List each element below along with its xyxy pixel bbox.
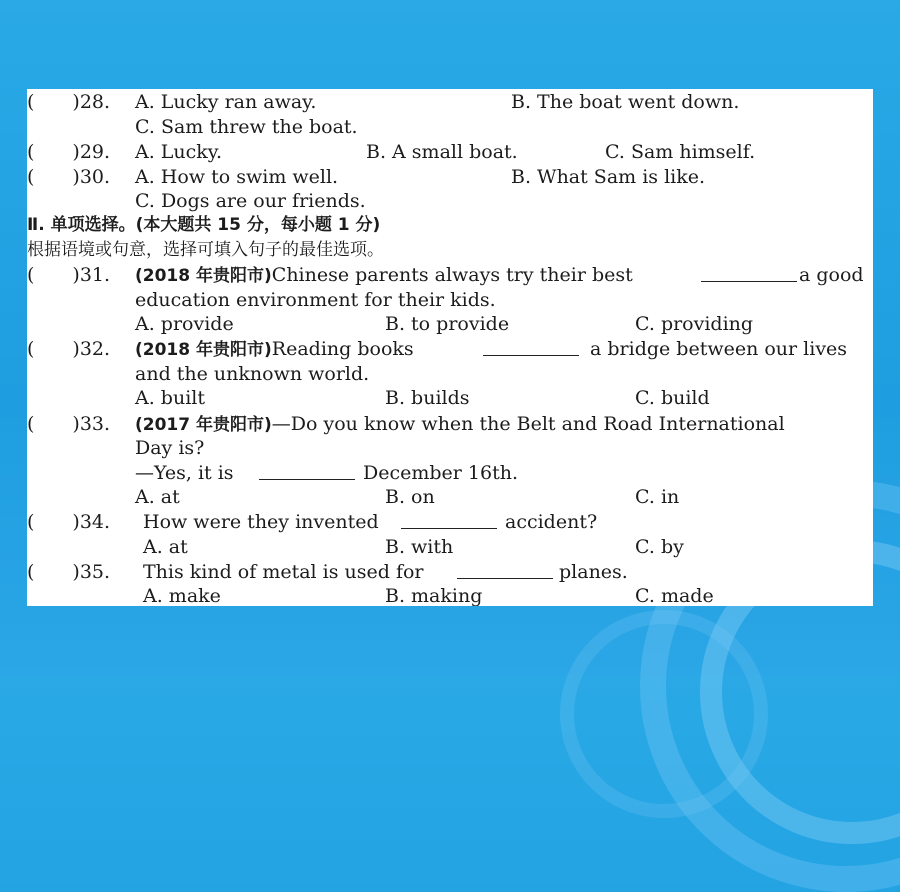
option-c: C. by [635,536,684,558]
answer-blank [457,560,553,579]
question-number: ( )28. [27,91,111,113]
answer-blank [701,263,797,282]
question-31 [27,263,873,288]
option-b: B. builds [385,387,470,409]
question-stem: —Do you know when the Belt and Road International [271,413,785,435]
option-a: A. built [135,387,205,409]
section-heading: Ⅱ. 单项选择。(本大题共 15 分，每小题 1 分) [27,215,381,235]
option-b: B. with [385,536,454,558]
option-a: A. Lucky. [135,141,223,163]
option-c: C. in [635,486,680,508]
question-number: ( )34. [27,511,111,533]
option-a: A. at [135,486,180,508]
option-c: C. build [635,387,710,409]
option-b: B. to provide [385,313,510,335]
question-33 [27,412,873,437]
option-c: C. made [635,585,714,606]
question-number: ( )32. [27,338,111,360]
option-b: B. A small boat. [366,141,518,163]
option-a: A. Lucky ran away. [135,91,317,113]
question-stem: and the unknown world. [135,363,370,385]
question-number: ( )35. [27,561,111,583]
option-b: B. making [385,585,483,606]
question-source: (2018 年贵阳市) [135,340,272,360]
question-stem: a bridge between our lives [590,338,848,360]
answer-blank [483,337,579,356]
option-b: B. What Sam is like. [511,166,706,188]
worksheet-page [27,89,873,606]
question-stem: accident? [505,511,598,533]
option-a: A. make [143,585,221,606]
option-c: C. Sam threw the boat. [135,116,358,138]
option-b: B. on [385,486,435,508]
section-instruction: 根据语境或句意，选择可填入句子的最佳选项。 [27,240,384,260]
question-stem: Chinese parents always try their best [271,264,633,286]
option-c: C. Dogs are our friends. [135,190,366,212]
answer-blank [401,510,497,529]
question-number: ( )29. [27,141,111,163]
question-source: (2018 年贵阳市) [135,266,272,286]
option-b: B. The boat went down. [511,91,740,113]
option-c: C. providing [635,313,754,335]
question-number: ( )33. [27,413,111,435]
question-32 [27,337,873,362]
option-c: C. Sam himself. [605,141,756,163]
question-source: (2017 年贵阳市) [135,415,272,435]
option-a: A. at [143,536,188,558]
question-stem: education environment for their kids. [135,289,496,311]
question-stem: —Yes, it is [135,462,234,484]
decor-ring [560,610,768,818]
question-stem: Day is? [135,437,205,459]
question-number: ( )31. [27,264,111,286]
question-stem: This kind of metal is used for [143,561,424,583]
answer-blank [259,461,355,480]
question-stem: Reading books [271,338,414,360]
question-stem: How were they invented [143,511,379,533]
option-a: A. How to swim well. [135,166,339,188]
question-stem: a good [799,264,864,286]
question-stem: planes. [559,561,628,583]
question-stem: December 16th. [363,462,518,484]
option-a: A. provide [135,313,234,335]
question-number: ( )30. [27,166,111,188]
